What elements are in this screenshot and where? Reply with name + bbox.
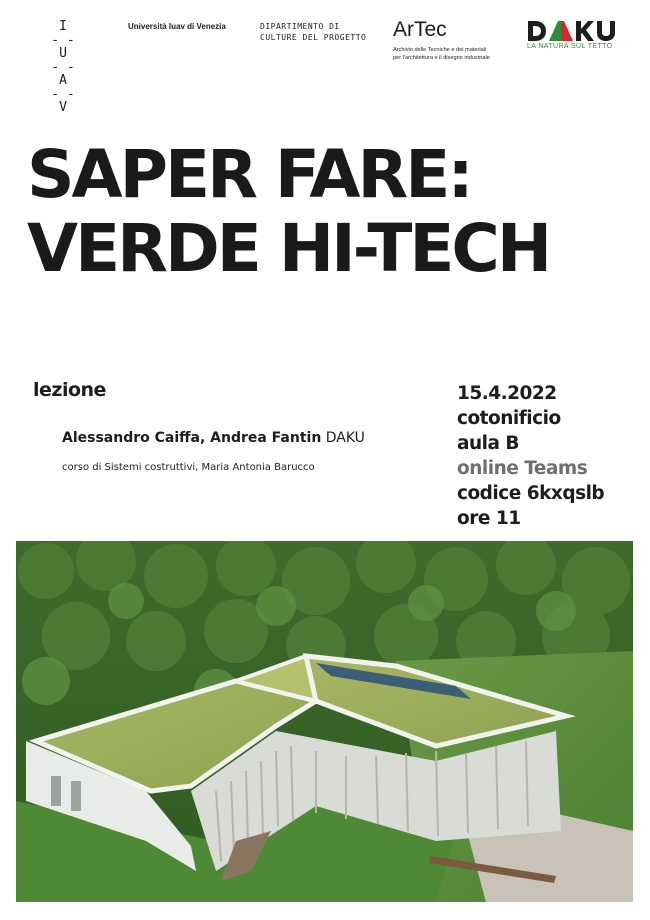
- event-info: [457, 381, 604, 531]
- poster-title: [27, 138, 549, 286]
- event-code: codice 6kxqslb: [457, 483, 605, 504]
- iuav-letter-a: A: [59, 73, 67, 88]
- lecture-label: lezione: [33, 379, 106, 401]
- speaker-1: Alessandro Caiffa: [62, 430, 200, 446]
- title-line-2: VERDE HI-TECH: [27, 210, 550, 287]
- iuav-letter-u: U: [59, 46, 67, 61]
- daku-logo: [527, 20, 621, 42]
- artec-subtitle: Archivio delle Tecniche e dei materiali per l'architettura e il disegno industriale: [393, 47, 490, 61]
- title-line-1: SAPER FARE:: [27, 136, 471, 213]
- event-date: 15.4.2022: [457, 383, 557, 404]
- speaker-2: Andrea Fantin: [210, 430, 322, 446]
- event-venue: cotonificio: [457, 408, 561, 429]
- iuav-letter-v: V: [59, 100, 67, 115]
- speakers: Alessandro Caiffa, Andrea Fantin DAKU: [62, 430, 365, 446]
- university-name: Università Iuav di Venezia: [128, 22, 226, 31]
- daku-tagline: LA NATURA SUL TETTO: [527, 43, 613, 50]
- department-name: DIPARTIMENTO DI CULTURE DEL PROGETTO: [260, 22, 367, 42]
- event-online: online Teams: [457, 458, 588, 479]
- event-room: aula B: [457, 433, 520, 454]
- building-photo: [16, 541, 633, 902]
- iuav-logo: I - - U - - A - - V: [51, 19, 75, 115]
- artec-logo: ArTec: [393, 18, 447, 41]
- event-time: ore 11: [457, 508, 521, 529]
- iuav-letter-i: I: [59, 19, 67, 34]
- course-info: corso di Sistemi costruttivi, Maria Antonia Barucco: [62, 462, 315, 473]
- company: DAKU: [321, 430, 365, 446]
